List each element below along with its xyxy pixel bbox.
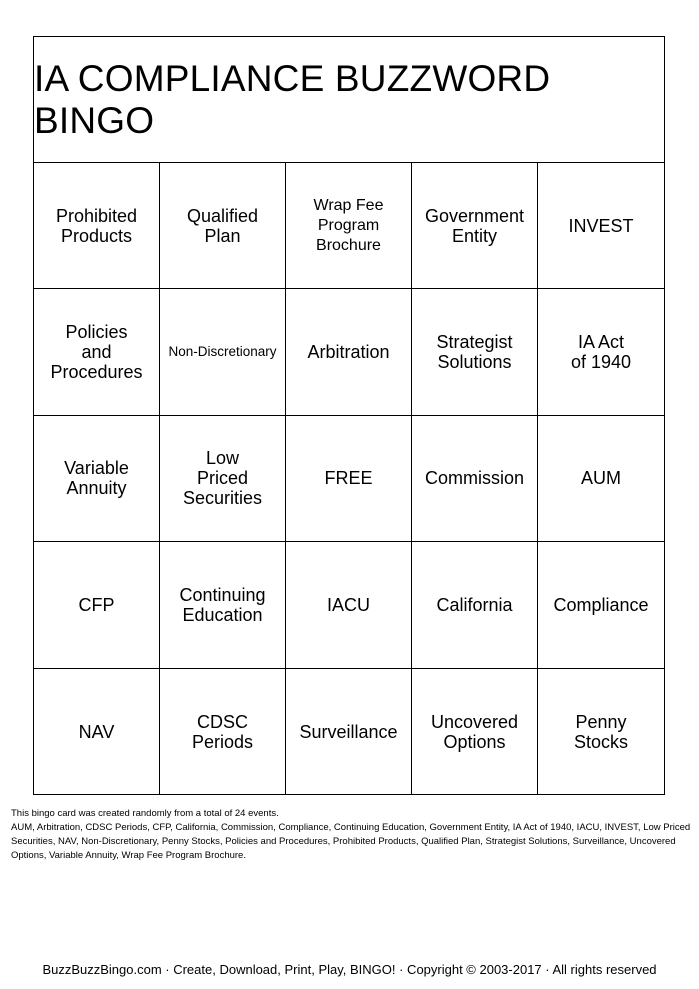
bingo-grid	[34, 163, 664, 795]
bingo-cell: California	[412, 542, 538, 668]
bingo-cell: Wrap Fee Program Brochure	[286, 163, 412, 289]
bingo-cell: IACU	[286, 542, 412, 668]
bingo-cell: Continuing Education	[160, 542, 286, 668]
bingo-cell: Variable Annuity	[34, 416, 160, 542]
bingo-cell: CFP	[34, 542, 160, 668]
bingo-cell: CDSC Periods	[160, 669, 286, 795]
footnote-events-list: AUM, Arbitration, CDSC Periods, CFP, California, Commission, Compliance, Continuing Education, Government Entity, IA Act of 1940, IACU, INVEST, Low Priced Securities, NAV, Non-Discretionary, Penny Stocks, Policies and Procedures, Prohibited Products, Qualified Plan, Strategist Solutions, Surveillance, Uncovered Options, Variable Annuity, Wrap Fee Program Brochure.	[11, 822, 691, 861]
bingo-cell: IA Act of 1940	[538, 289, 664, 415]
bingo-cell: Uncovered Options	[412, 669, 538, 795]
bingo-cell: Non-Discretionary	[160, 289, 286, 415]
bingo-cell: Strategist Solutions	[412, 289, 538, 415]
page-footer: BuzzBuzzBingo.com · Create, Download, Print, Play, BINGO! · Copyright © 2003-2017 · All rights reserved	[42, 962, 657, 977]
bingo-cell: Penny Stocks	[573, 711, 629, 752]
free-space-cell: FREE	[286, 416, 412, 542]
bingo-cell: Prohibited Products	[34, 163, 160, 289]
bingo-cell: AUM	[538, 416, 664, 542]
footnote-intro: This bingo card was created randomly from a total of 24 events.	[11, 808, 279, 819]
events-footnote	[11, 807, 691, 863]
bingo-cell: Low Priced Securities	[160, 416, 286, 542]
bingo-cell: Policies and Procedures	[34, 289, 160, 415]
card-title: IA COMPLIANCE BUZZWORD BINGO	[34, 37, 664, 163]
bingo-cell: NAV	[34, 669, 160, 795]
bingo-cell: Commission	[412, 416, 538, 542]
bingo-cell: Compliance	[538, 542, 664, 668]
bingo-cell: Surveillance	[286, 669, 412, 795]
bingo-cell: INVEST	[538, 163, 664, 289]
bingo-cell: Government Entity	[412, 163, 538, 289]
bingo-cell: Arbitration	[286, 289, 412, 415]
bingo-card	[33, 36, 665, 795]
bingo-cell: Qualified Plan	[160, 163, 286, 289]
